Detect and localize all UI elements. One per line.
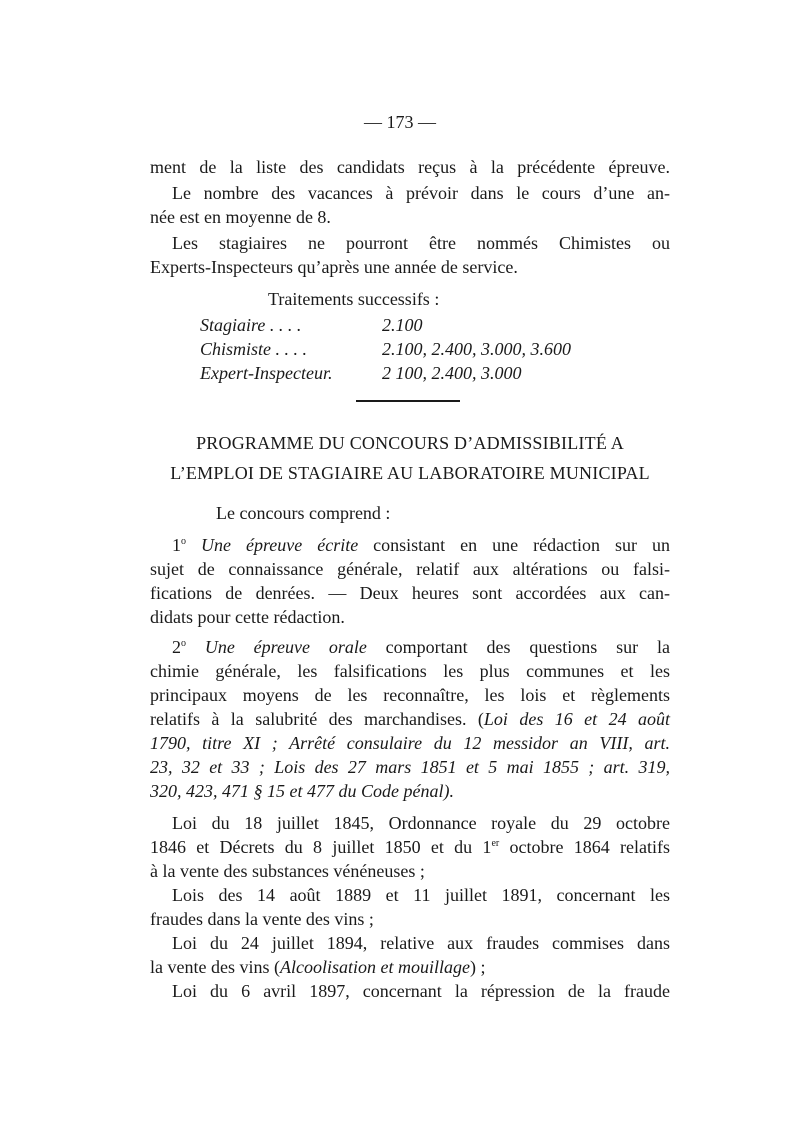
law-line: Lois des 14 août 1889 et 11 juillet 1891, concernant les bbox=[172, 885, 670, 905]
programme-title-line1: PROGRAMME DU CONCOURS D’ADMISSIBILITÉ A bbox=[196, 433, 624, 453]
salary-amounts: 2.100, 2.400, 3.000, 3.600 bbox=[382, 339, 571, 359]
text-line: sujet de connaissance générale, relatif aux altérations ou falsi- bbox=[150, 559, 670, 579]
item-number: 1 bbox=[172, 535, 181, 555]
salary-amounts: 2.100 bbox=[382, 315, 423, 335]
text-line: didats pour cette rédaction. bbox=[150, 607, 345, 627]
text-span: 1846 et Décrets du 8 juillet 1850 et du 1 bbox=[150, 837, 492, 857]
law-line bbox=[150, 956, 670, 978]
item2-first-line bbox=[150, 636, 670, 658]
section-divider bbox=[356, 400, 460, 402]
programme-intro: Le concours comprend : bbox=[216, 503, 391, 523]
text-line: Les stagiaires ne pourront être nommés Chimistes ou bbox=[172, 233, 670, 253]
page-number: — 173 — bbox=[364, 112, 436, 132]
text-span: relatifs à la salubrité des marchandises. ( bbox=[150, 709, 484, 729]
item-title: Une épreuve orale bbox=[204, 637, 367, 657]
salary-role: Chismiste . . . . bbox=[200, 339, 308, 359]
item-ordinal: o bbox=[181, 638, 186, 649]
citation-line: 23, 32 et 33 ; Lois des 27 mars 1851 et 5 mai 1855 ; art. 319, bbox=[150, 757, 670, 777]
text-span: octobre 1864 relatifs bbox=[499, 837, 670, 857]
law-italic: Alcoolisation et mouillage bbox=[279, 957, 470, 977]
citation-line: 320, 423, 471 § 15 et 477 du Code pénal). bbox=[150, 781, 454, 801]
text-line: Le nombre des vacances à prévoir dans le cours d’une an- bbox=[172, 183, 670, 203]
text-line: fications de denrées. — Deux heures sont accordées aux can- bbox=[150, 583, 670, 603]
text-line bbox=[150, 708, 670, 730]
text-line: chimie générale, les falsifications les plus communes et les bbox=[150, 661, 670, 681]
item-text: consistant en une rédaction sur un bbox=[358, 535, 671, 555]
salary-amounts: 2 100, 2.400, 3.000 bbox=[382, 363, 522, 383]
text-line: née est en moyenne de 8. bbox=[150, 207, 331, 227]
law-line bbox=[150, 836, 670, 858]
salary-heading: Traitements successifs : bbox=[268, 289, 440, 309]
law-line: Loi du 6 avril 1897, concernant la répression de la fraude bbox=[172, 981, 670, 1001]
law-line: Loi du 24 juillet 1894, relative aux fraudes commises dans bbox=[172, 933, 670, 953]
item-title: Une épreuve écrite bbox=[200, 535, 359, 555]
law-line: à la vente des substances vénéneuses ; bbox=[150, 861, 425, 881]
text-line: principaux moyens de les reconnaître, les lois et règlements bbox=[150, 685, 670, 705]
item-ordinal: o bbox=[181, 536, 186, 547]
item-number: 2 bbox=[172, 637, 181, 657]
salary-row bbox=[200, 362, 522, 384]
citation-text: Loi des 16 et 24 août bbox=[483, 709, 670, 729]
programme-title-line2: L’EMPLOI DE STAGIAIRE AU LABORATOIRE MUNICIPAL bbox=[170, 463, 650, 483]
text-span: ) ; bbox=[469, 957, 486, 977]
salary-row bbox=[200, 314, 423, 336]
text-line: Experts-Inspecteurs qu’après une année de service. bbox=[150, 257, 518, 277]
text-line: ment de la liste des candidats reçus à la précédente épreuve. bbox=[150, 157, 670, 177]
citation-line: 1790, titre XI ; Arrêté consulaire du 12 messidor an VIII, art. bbox=[150, 733, 670, 753]
law-line: fraudes dans la vente des vins ; bbox=[150, 909, 374, 929]
text-span: la vente des vins ( bbox=[150, 957, 280, 977]
law-line: Loi du 18 juillet 1845, Ordonnance royale du 29 octobre bbox=[172, 813, 670, 833]
salary-role: Expert-Inspecteur. bbox=[200, 363, 333, 383]
ordinal-sup: er bbox=[491, 838, 500, 849]
item-text: comportant des questions sur la bbox=[366, 637, 670, 657]
salary-role: Stagiaire . . . . bbox=[200, 315, 302, 335]
salary-row bbox=[200, 338, 571, 360]
item1-first-line bbox=[150, 534, 670, 556]
